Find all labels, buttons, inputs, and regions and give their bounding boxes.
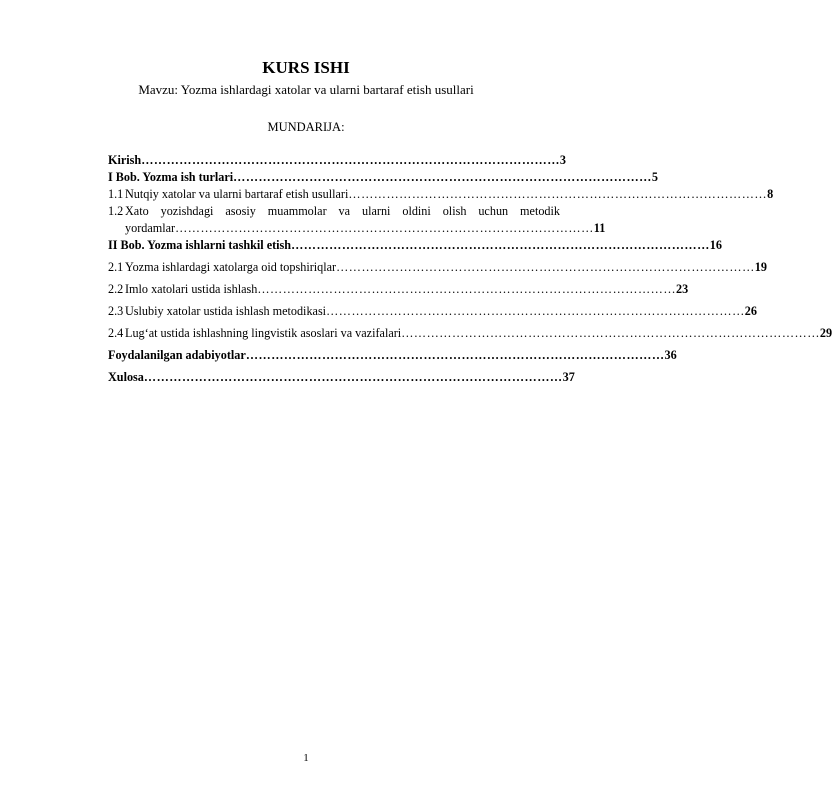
toc-entry-text: I Bob. Yozma ish turlari bbox=[108, 170, 234, 184]
toc-entry-text: Imlo xatolari ustida ishlash bbox=[125, 282, 258, 296]
toc-entry-text: Nutqiy xatolar va ularni bartaraf etish usullari bbox=[125, 187, 349, 201]
table-of-contents bbox=[108, 152, 832, 386]
toc-page-number: 26 bbox=[744, 304, 757, 318]
toc-page-number: 23 bbox=[676, 282, 689, 296]
toc-section-number: 1.1 bbox=[108, 187, 124, 201]
toc-entry-bob1 bbox=[108, 169, 658, 186]
toc-section-number: 2.3 bbox=[108, 304, 124, 318]
toc-leader-dots: ……………………………………………………………………………………… bbox=[348, 187, 768, 201]
toc-entry-bob2 bbox=[108, 237, 722, 254]
toc-entry-1-1 bbox=[108, 186, 774, 203]
toc-entry-text: Foydalanilgan adabiyotlar bbox=[108, 348, 246, 362]
toc-leader-dots: ……………………………………………………………………………………… bbox=[141, 153, 560, 167]
toc-leader-dots: ……………………………………………………………………………………… bbox=[326, 304, 745, 318]
toc-leader-dots: ……………………………………………………………………………………… bbox=[233, 170, 652, 184]
toc-entry-text: Yozma ishlardagi xatolarga oid topshiriqlar bbox=[125, 260, 337, 274]
document-subtitle: Mavzu: Yozma ishlardagi xatolar va ularni bartaraf etish usullari bbox=[138, 82, 474, 97]
document-title: KURS ISHI bbox=[262, 58, 350, 77]
toc-entry-1-2 bbox=[108, 203, 606, 237]
toc-entry-2-1 bbox=[108, 259, 767, 276]
toc-entry-2-4 bbox=[108, 325, 832, 342]
toc-entry-adabiyot bbox=[108, 347, 677, 364]
toc-entry-kirish bbox=[108, 152, 566, 169]
toc-leader-dots: ……………………………………………………………………………………… bbox=[175, 221, 594, 235]
toc-entry-2-3 bbox=[108, 303, 757, 320]
toc-page-number: 16 bbox=[709, 238, 722, 252]
toc-section-number: 1.2 bbox=[108, 204, 124, 218]
toc-page-number: 19 bbox=[754, 260, 767, 274]
toc-leader-dots: ……………………………………………………………………………………… bbox=[401, 326, 820, 340]
toc-entry-xulosa bbox=[108, 369, 575, 386]
toc-page-number: 37 bbox=[562, 370, 575, 384]
toc-leader-dots: ……………………………………………………………………………………… bbox=[143, 370, 563, 384]
toc-leader-dots: ……………………………………………………………………………………… bbox=[336, 260, 755, 274]
toc-section-number: 2.4 bbox=[108, 326, 124, 340]
toc-entry-text: Kirish bbox=[108, 153, 142, 167]
contents-heading: MUNDARIJA: bbox=[267, 120, 345, 134]
toc-entry-text: Uslubiy xatolar ustida ishlash metodikasi bbox=[125, 304, 327, 318]
toc-entry-text: Lug‘at ustida ishlashning lingvistik asoslari va vazifalari bbox=[125, 326, 402, 340]
toc-entry-text-line2: yordamlar bbox=[125, 221, 176, 235]
toc-section-number: 2.1 bbox=[108, 260, 124, 274]
toc-entry-text: Xulosa bbox=[108, 370, 144, 384]
toc-leader-dots: ……………………………………………………………………………………… bbox=[245, 348, 665, 362]
page-number: 1 bbox=[303, 752, 309, 764]
toc-page-number: 11 bbox=[593, 221, 606, 235]
toc-page-number: 8 bbox=[767, 187, 774, 201]
toc-page-number: 29 bbox=[819, 326, 832, 340]
toc-entry-2-2 bbox=[108, 281, 689, 298]
toc-section-number: 2.2 bbox=[108, 282, 124, 296]
toc-entry-text: II Bob. Yozma ishlarni tashkil etish bbox=[108, 238, 292, 252]
toc-leader-dots: ……………………………………………………………………………………… bbox=[257, 282, 677, 296]
toc-page-number: 3 bbox=[559, 153, 566, 167]
toc-page-number: 5 bbox=[651, 170, 658, 184]
toc-leader-dots: ……………………………………………………………………………………… bbox=[291, 238, 710, 252]
toc-entry-text-line1: Xato yozishdagi asosiy muammolar va ularni oldini olish uchun metodik bbox=[125, 204, 560, 218]
toc-page-number: 36 bbox=[664, 348, 677, 362]
